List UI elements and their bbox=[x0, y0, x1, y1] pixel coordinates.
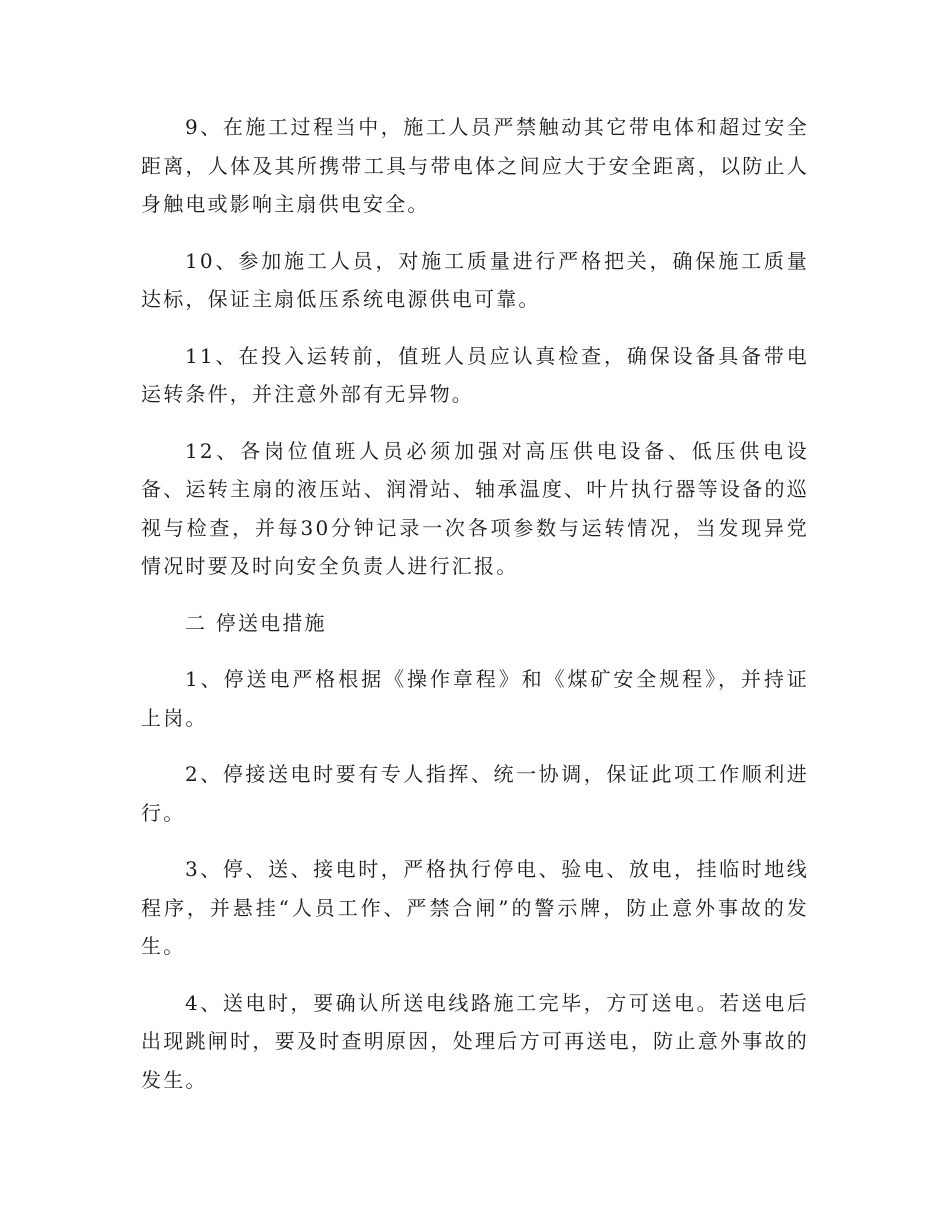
paragraph-item-1: 1、停送电严格根据《操作章程》和《煤矿安全规程》，并持证上岗。 bbox=[141, 667, 809, 730]
paragraph-item-11: 11、在投入运转前，值班人员应认真检查，确保设备具备带电运转条件，并注意外部有无异物。 bbox=[141, 343, 809, 406]
paragraph-item-10: 10、参加施工人员，对施工质量进行严格把关，确保施工质量达标，保证主扇低压系统电源供电可靠。 bbox=[141, 248, 809, 311]
paragraph-item-9: 9、在施工过程当中，施工人员严禁触动其它带电体和超过安全距离，人体及其所携带工具与带电体之间应大于安全距离，以防止人身触电或影响主扇供电安全。 bbox=[141, 115, 809, 216]
paragraph-item-3: 3、停、送、接电时，严格执行停电、验电、放电，挂临时地线程序，并悬挂“人员工作、严禁合闸”的警示牌，防止意外事故的发生。 bbox=[141, 857, 809, 958]
paragraph-item-12: 12、各岗位值班人员必须加强对高压供电设备、低压供电设备、运转主扇的液压站、润滑站、轴承温度、叶片执行器等设备的巡视与检查，并每30分钟记录一次各项参数与运转情况，当发现异党情况时要及时向安全负责人进行汇报。 bbox=[141, 438, 809, 578]
document-body bbox=[141, 108, 809, 1117]
paragraph-item-4: 4、送电时，要确认所送电线路施工完毕，方可送电。若送电后出现跳闸时，要及时查明原因，处理后方可再送电，防止意外事故的发生。 bbox=[141, 990, 809, 1092]
section-heading: 二 停送电措施 bbox=[185, 610, 327, 635]
paragraph-item-2: 2、停接送电时要有专人指挥、统一协调，保证此项工作顺利进行。 bbox=[141, 762, 809, 825]
